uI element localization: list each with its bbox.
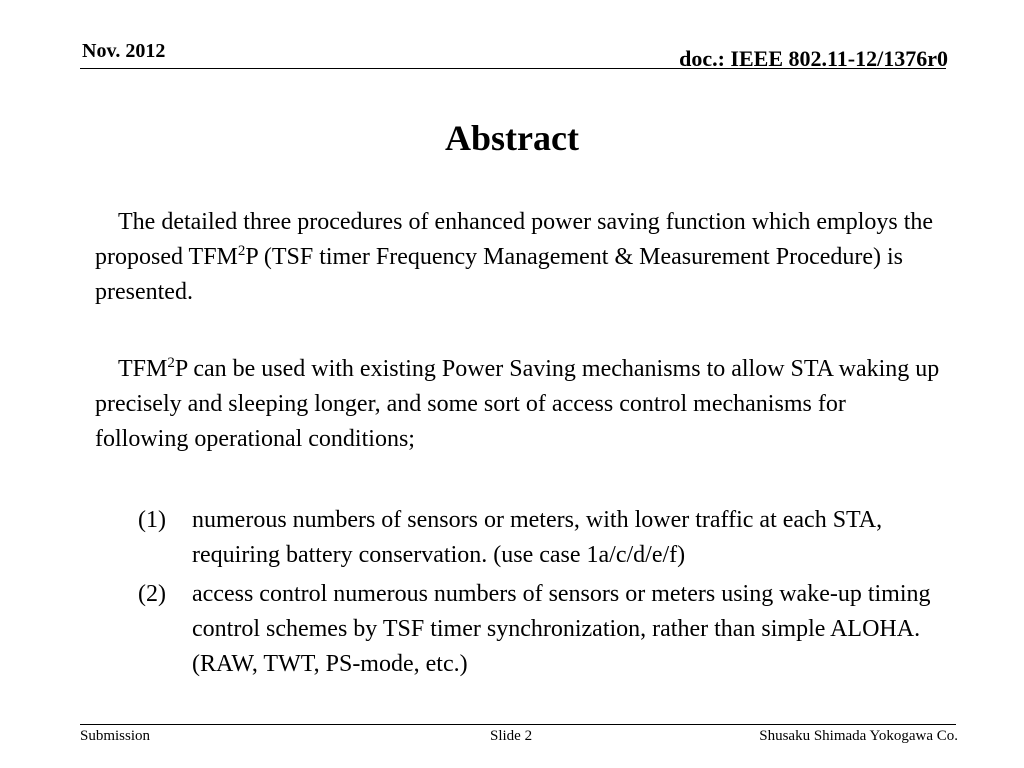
condition-list bbox=[138, 503, 938, 686]
paragraph-1 bbox=[95, 205, 945, 310]
list-item bbox=[138, 577, 938, 682]
footer-divider bbox=[80, 724, 956, 725]
list-item-number: (1) bbox=[138, 507, 166, 533]
footer-author: Shusaku Shimada Yokogawa Co. bbox=[759, 728, 958, 744]
list-item-text: access control numerous numbers of sensors or meters using wake-up timing control schemes by TSF timer synchronization, rather than simple ALOHA. (RAW, TWT, PS-mode, etc.) bbox=[192, 581, 931, 677]
footer-slide-number: Slide 2 bbox=[490, 728, 533, 744]
footer-submission: Submission bbox=[80, 728, 151, 744]
paragraph-2-text-start: TFM bbox=[118, 356, 168, 382]
slide-title: Abstract bbox=[445, 118, 579, 158]
paragraph-2 bbox=[95, 352, 945, 457]
paragraph-1-text-start: The detailed three procedures of enhanced power saving function which employs the proposed TFM bbox=[95, 209, 934, 270]
paragraph-1-superscript: 2 bbox=[237, 243, 246, 259]
header-divider bbox=[80, 68, 946, 69]
paragraph-2-superscript: 2 bbox=[167, 355, 175, 371]
header-doc-id: doc.: IEEE 802.11-12/1376r0 bbox=[679, 46, 948, 71]
header-date: Nov. 2012 bbox=[82, 40, 166, 62]
list-item-text: numerous numbers of sensors or meters, with lower traffic at each STA, requiring battery conservation. (use case 1a/c/d/e/f) bbox=[192, 507, 883, 568]
slide-body bbox=[95, 205, 945, 457]
list-item-number: (2) bbox=[138, 581, 166, 607]
paragraph-2-text-end: P can be used with existing Power Saving mechanisms to allow STA waking up precisely and sleeping longer, and some sort of access control mechanisms for following operational conditions; bbox=[95, 356, 940, 452]
list-item bbox=[138, 503, 938, 573]
paragraph-1-text-end: P (TSF timer Frequency Management & Measurement Procedure) is presented. bbox=[95, 244, 904, 305]
